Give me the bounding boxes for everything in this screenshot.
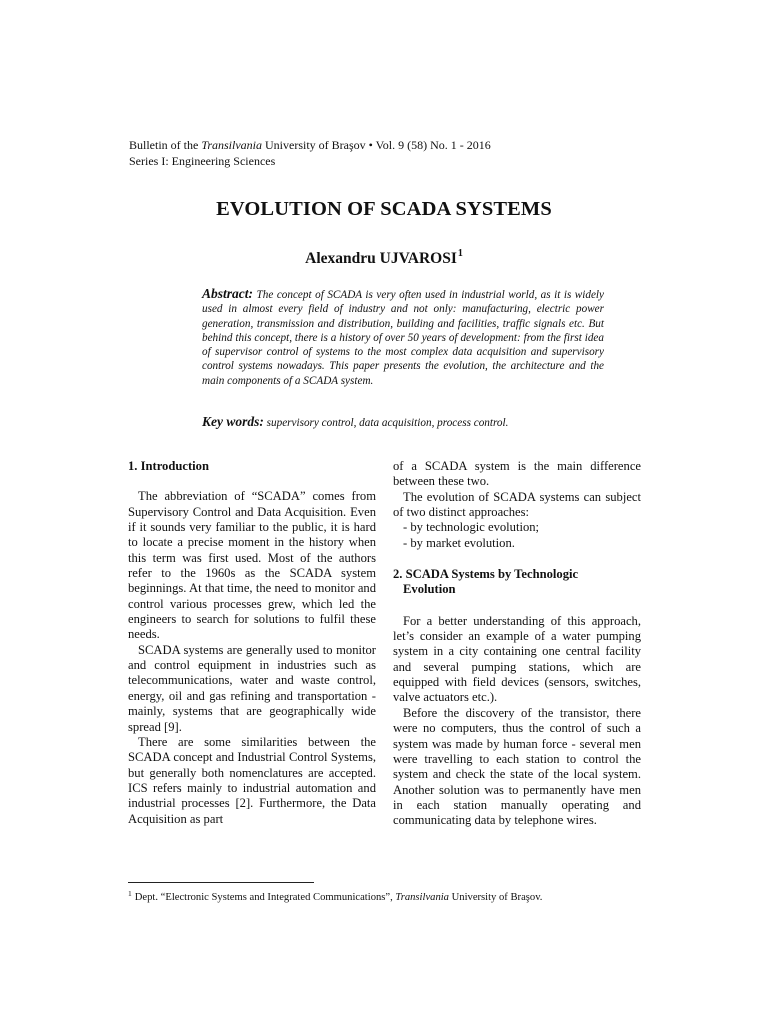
abstract: [202, 287, 604, 388]
list-item: - by technologic evolution;: [403, 520, 540, 535]
paragraph: The abbreviation of “SCADA” comes from Supervisory Control and Data Acquisition. Even if it sounds very familiar to the public, it is hard to locate a precise moment in the history when this term was first used. Most of the authors refer to the 1960s as the SCADA system beginnings. At that time, the need to monitor and control various processes grew, which led the engineers to search for solutions to fulfil these needs.: [128, 489, 376, 642]
paragraph: SCADA systems are generally used to monitor and control equipment in industries such as telecommunications, water and waste control, energy, oil and gas refining and transportation - mainly, systems that are geographically wide spread [9].: [128, 642, 376, 734]
left-column: [128, 459, 376, 827]
author-name: Alexandru UJVAROSI$^1$: [305, 248, 463, 267]
abstract-label: Abstract:: [202, 286, 254, 301]
section-heading-technologic-evolution: 2. SCADA Systems by Technologic Evolution: [393, 567, 579, 597]
paragraph: Before the discovery of the transistor, there were no computers, thus the control of such a system was made by human force - several men were travelling to each station to control the system and check the state of the local system. Another solution was to permanently have men in each station manually operating and communicating data by telephone wires.: [393, 705, 641, 828]
journal-header-line1: Bulletin of the Transilvania University of Braşov • Vol. 9 (58) No. 1 - 2016: [129, 138, 491, 152]
section-heading-introduction: 1. Introduction: [128, 459, 209, 473]
footnote-divider: [128, 882, 314, 883]
paragraph: For a better understanding of this approach, let’s consider an example of a water pumping system in a city containing one central facility and several pumping stations, which are equipped with field devices (sensors, switches, valve actuators etc.).: [393, 613, 641, 705]
keywords-text: supervisory control, data acquisition, process control.: [266, 417, 509, 429]
journal-header-line2: Series I: Engineering Sciences: [129, 154, 276, 168]
paragraph-continuation: of a SCADA system is the main difference between these two.: [393, 459, 641, 489]
journal-header: [129, 137, 491, 169]
list-item: - by market evolution.: [403, 535, 515, 550]
keywords: [202, 414, 604, 430]
paragraph: There are some similarities between the SCADA concept and Industrial Control Systems, but generally both nomenclatures are accepted. ICS refers mainly to industrial automation and industrial processes [2]. Furthermore, the Data Acquisition as part: [128, 734, 376, 826]
right-column: [393, 459, 641, 829]
author-affiliation-mark: 1: [457, 248, 463, 259]
keywords-label: Key words:: [202, 414, 264, 429]
footnote: $^1$ Dept. “Electronic Systems and Integrated Communications”, Transilvania University of Braşov.: [128, 889, 543, 903]
abstract-text: The concept of SCADA is very often used in industrial world, as it is widely used in almost every field of industry and not only: manufacturing, electric power generation, transmission and distribution, building and facilities, traffic signals etc. But behind this concept, there is a history of over 50 years of development: from the first idea of supervisor control of systems to the most complex data acquisition and supervisory control systems nowadays. This paper presents the evolution, the architecture and the main components of a SCADA system.: [202, 289, 605, 387]
paper-title: EVOLUTION OF SCADA SYSTEMS: [216, 198, 552, 220]
paragraph: The evolution of SCADA systems can subject of two distinct approaches:: [393, 489, 641, 520]
